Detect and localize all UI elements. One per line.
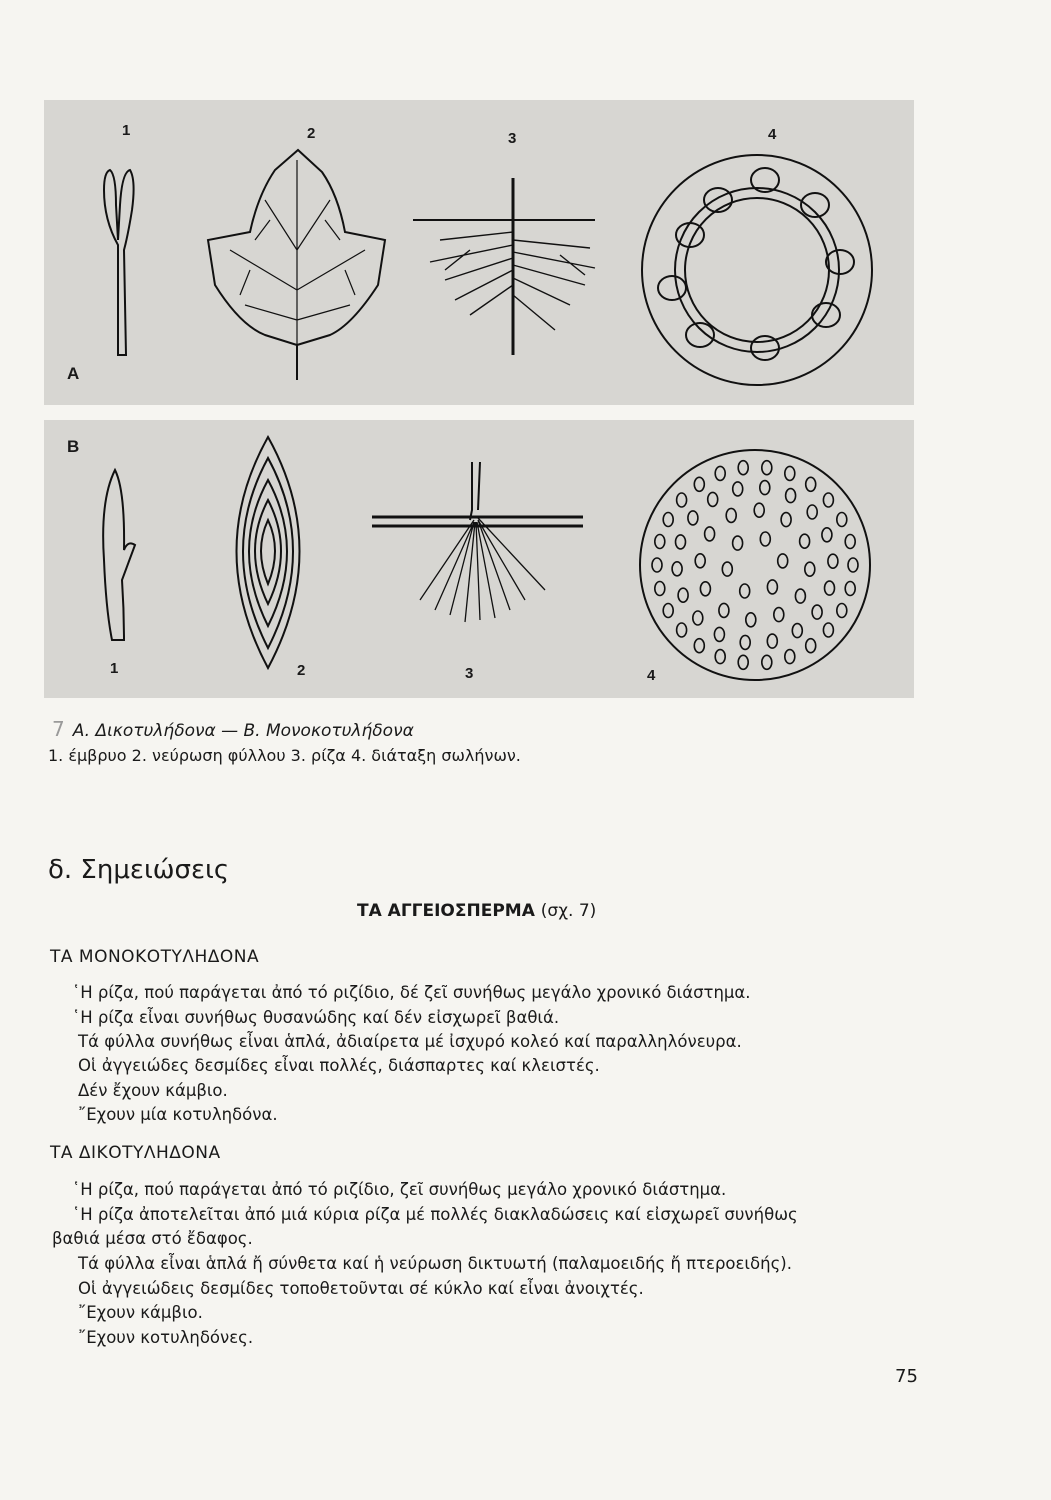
fig-b-number-2: 2 [297, 662, 306, 679]
fig-b-number-1: 1 [110, 660, 119, 677]
vascular-bundle [767, 580, 777, 594]
vascular-bundle [722, 562, 732, 576]
page-number: 75 [895, 1366, 918, 1387]
vascular-bundle [655, 582, 665, 596]
vascular-bundle [726, 508, 736, 522]
vascular-bundle [733, 482, 743, 496]
vascular-bundle [837, 513, 847, 527]
vascular-bundle [688, 511, 698, 525]
dicots-heading: ΤΑ ΔΙΚΟΤΥΛΗΔΟΝΑ [50, 1143, 221, 1163]
dicots-line-1: ῾Η ρίζα, πού παράγεται ἀπό τό ριζίδιο, ζεῖ συνήθως μεγάλο χρονικό διάστημα. [72, 1180, 727, 1199]
vascular-bundle [678, 588, 688, 602]
vascular-bundle [786, 489, 796, 503]
vascular-bundle [715, 650, 725, 664]
vascular-bundle [663, 513, 673, 527]
monocots-line-6: ῎Εχουν μία κοτυληδόνα. [78, 1105, 278, 1124]
fig-b-number-3: 3 [465, 665, 474, 682]
vascular-bundle [705, 527, 715, 541]
dicots-line-5: Οἱ ἀγγειώδεις δεσμίδες τοποθετοῦνται σέ κύκλο καί εἶναι ἀνοιχτές. [78, 1279, 644, 1298]
fig-a-number-4: 4 [768, 126, 777, 143]
monocots-line-1: ῾Η ρίζα, πού παράγεται ἀπό τό ριζίδιο, δέ ζεῖ συνήθως μεγάλο χρονικό διάστημα. [72, 983, 751, 1002]
vascular-bundle [714, 627, 724, 641]
parallel-leaf [237, 437, 300, 668]
dicots-line-7: ῎Εχουν κοτυληδόνες. [78, 1328, 254, 1347]
vascular-bundle [795, 589, 805, 603]
taproot [413, 178, 595, 355]
figure-caption [52, 717, 414, 741]
fig-a-number-3: 3 [508, 130, 517, 147]
dicots-line-3: βαθιά μέσα στό ἔδαφος. [52, 1229, 253, 1248]
dicots-line-6: ῎Εχουν κάμβιο. [78, 1303, 203, 1322]
fig-b-number-4: 4 [647, 667, 656, 684]
vascular-bundle [740, 584, 750, 598]
dicots-line-4: Τά φύλλα εἶναι ἁπλά ἤ σύνθετα καί ἡ νεύρωση δικτυωτή (παλαμοειδής ἤ πτεροειδής). [78, 1254, 792, 1273]
vascular-bundle [694, 477, 704, 491]
main-heading-text: ΤΑ ΑΓΓΕΙΟΣΠΕΡΜΑ [357, 901, 535, 921]
vascular-bundle [655, 535, 665, 549]
vascular-bundle [760, 532, 770, 546]
vascular-bundle [785, 650, 795, 664]
vascular-bundle [792, 624, 802, 638]
figure-drawings [0, 0, 1051, 720]
vascular-bundle [738, 655, 748, 669]
dicots-line-2: ῾Η ρίζα ἀποτελεῖται ἀπό μιά κύρια ρίζα μέ πολλές διακλαδώσεις καί εἰσχωρεῖ συνήθως [72, 1205, 798, 1224]
vascular-bundle [733, 536, 743, 550]
vascular-bundle [806, 477, 816, 491]
vascular-bundle [762, 461, 772, 475]
vascular-bundle [652, 558, 662, 572]
vascular-bundle [845, 582, 855, 596]
vascular-bundle [781, 513, 791, 527]
vascular-bundle [774, 608, 784, 622]
vascular-bundle [663, 604, 673, 618]
vascular-bundle [738, 461, 748, 475]
vascular-bundle [700, 582, 710, 596]
fibrous-root [372, 462, 583, 622]
vascular-bundle [715, 466, 725, 480]
fig-a-number-1: 1 [122, 122, 131, 139]
vascular-bundle [719, 603, 729, 617]
monocots-heading: ΤΑ ΜΟΝΟΚΟΤΥΛΗΔΟΝΑ [50, 947, 260, 967]
vascular-bundle [848, 558, 858, 572]
main-heading-ref: (σχ. 7) [540, 901, 597, 921]
vascular-bundle [823, 493, 833, 507]
vascular-bundle [708, 492, 718, 506]
monocots-line-2: ῾Η ρίζα εἶναι συνήθως θυσανώδης καί δέν εἰσχωρεῖ βαθιά. [72, 1008, 560, 1027]
monocot-embryo [103, 470, 135, 640]
row-label-b: B [67, 437, 80, 456]
vascular-bundle [825, 581, 835, 595]
figure-caption-title: A. Δικοτυλήδονα — B. Μονοκοτυλήδονα [72, 721, 414, 741]
figure-legend: 1. έμβρυο 2. νεύρωση φύλλου 3. ρίζα 4. διάταξη σωλήνων. [48, 746, 521, 765]
figure-number: 7 [52, 717, 65, 741]
monocots-line-3: Τά φύλλα συνήθως εἶναι ἁπλά, ἀδιαίρετα μέ ἰσχυρό κολεό καί παραλληλόνευρα. [78, 1032, 742, 1051]
vascular-bundle [806, 639, 816, 653]
vascular-bundle [695, 554, 705, 568]
vascular-bundle [785, 466, 795, 480]
vascular-bundle [760, 481, 770, 495]
vascular-bundle [676, 535, 686, 549]
vascular-bundle [837, 604, 847, 618]
vascular-bundle [740, 635, 750, 649]
vascular-bundle [767, 634, 777, 648]
section-title: δ. Σημειώσεις [48, 855, 230, 885]
vascular-bundle [807, 505, 817, 519]
vascular-bundle [828, 554, 838, 568]
vascular-bundle [812, 605, 822, 619]
vascular-bundle [823, 623, 833, 637]
vascular-bundle [677, 493, 687, 507]
scattered-bundles [640, 450, 870, 680]
monocots-line-4: Οἱ ἀγγειώδες δεσμίδες εἶναι πολλές, διάσπαρτες καί κλειστές. [78, 1056, 600, 1075]
vascular-bundle [754, 503, 764, 517]
main-heading [357, 901, 596, 921]
vascular-bundle [800, 534, 810, 548]
vascular-bundle [778, 554, 788, 568]
vascular-bundle [677, 623, 687, 637]
vascular-bundle [693, 611, 703, 625]
row-label-a: A [67, 364, 80, 383]
fig-a-number-2: 2 [307, 125, 316, 142]
vascular-bundle [746, 613, 756, 627]
vascular-bundle [805, 562, 815, 576]
monocots-line-5: Δέν ἔχουν κάμβιο. [78, 1081, 228, 1100]
vascular-bundle [672, 562, 682, 576]
vascular-bundle [822, 528, 832, 542]
vascular-ring [642, 155, 872, 385]
vascular-bundle [845, 535, 855, 549]
vascular-bundle [762, 655, 772, 669]
vascular-bundle [694, 639, 704, 653]
dicot-embryo [104, 170, 134, 355]
